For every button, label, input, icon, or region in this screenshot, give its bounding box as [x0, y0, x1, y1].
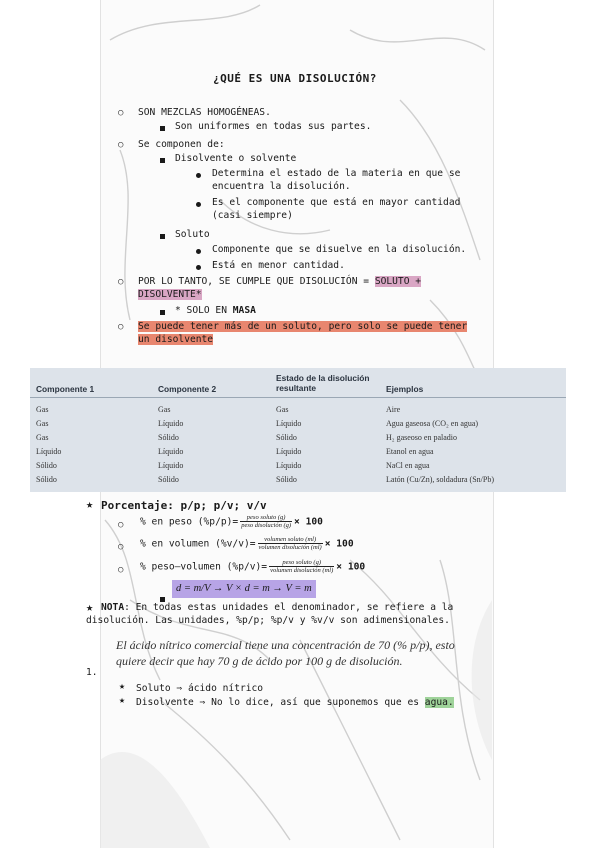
outline-item-uniform: Son uniformes en todas sus partes.: [175, 121, 372, 132]
table-cell: NaCl en agua: [386, 461, 430, 470]
example-line2: quiere decir que hay 70 g de ácido por 100 g de disolución.: [116, 654, 403, 668]
bullet-square: [160, 155, 165, 167]
bullet-square: [160, 231, 165, 243]
solvent-major-line2: (casi siempre): [212, 210, 293, 221]
outline-item-therefore-line2: [138, 289, 202, 301]
star-bullet: ★: [119, 681, 126, 692]
table-cell: Sólido: [276, 433, 297, 442]
solvent-def-line2: encuentra la disolución.: [212, 181, 351, 192]
table-cell: Agua gaseosa (CO₂ en agua): [386, 419, 479, 428]
solutions-table: [30, 368, 566, 492]
table-cell: Líquido: [276, 419, 302, 428]
table-cell: Latón (Cu/Zn), soldadura (Sn/Pb): [386, 475, 494, 484]
table-cell: Líquido: [36, 447, 62, 456]
formula-vv: % en volumen (%v/v)= $\frac{\text{volumen soluto (ml)}}{\text{volumen disolución (ml)}}$ × 100: [140, 536, 354, 551]
table-cell: Líquido: [158, 447, 184, 456]
outline-item-multi-solute: Se puede tener más de un soluto, pero solo se puede tener: [138, 321, 468, 332]
table-divider: [30, 397, 566, 398]
outline-item-homogeneous: SON MEZCLAS HOMOGÉNEAS.: [138, 107, 271, 118]
table-cell: Gas: [36, 419, 49, 428]
table-cell: Líquido: [276, 447, 302, 456]
bullet-hollow: ○: [118, 322, 124, 332]
outline-item-solvent: Disolvente o solvente: [175, 153, 297, 164]
table-cell: Gas: [158, 405, 171, 414]
table-cell: Sólido: [276, 475, 297, 484]
table-header: Componente 2: [158, 384, 217, 394]
bullet-dot: [196, 199, 201, 211]
outline-item-solute: Soluto: [175, 229, 210, 240]
bullet-dot: [196, 170, 201, 182]
solvent-def-line1: Determina el estado de la materia en que se: [212, 168, 461, 179]
bullet-hollow: ○: [118, 277, 124, 287]
example-solvent: Disolvente ⇒ No lo dice, así que suponemos que es agua.: [136, 697, 454, 708]
example-line1: El ácido nítrico comercial tiene una concentración de 70 (% p/p), esto: [116, 638, 455, 652]
table-cell: Sólido: [36, 475, 57, 484]
bullet-hollow: ○: [118, 542, 124, 552]
nota-line1: NOTA: En todas estas unidades el denominador, se refiere a la: [101, 602, 454, 613]
nota-line2: disolución. Las unidades, %p/p; %p/v y %v/v son adimensionales.: [86, 615, 450, 626]
solute-minor: Está en menor cantidad.: [212, 260, 345, 271]
percent-heading: Porcentaje: p/p; p/v; v/v: [101, 499, 267, 512]
table-cell: Aire: [386, 405, 401, 414]
highlight-solute-plus: SOLUTO +: [374, 276, 422, 287]
table-cell: Gas: [276, 405, 289, 414]
star-bullet: ★: [119, 695, 126, 706]
table-header: Ejemplos: [386, 384, 424, 394]
highlight-solvent: DISOLVENTE*: [138, 289, 202, 300]
example-number: 1.: [86, 667, 98, 678]
highlight-water: agua.: [424, 697, 454, 708]
outline-item-multi-solute-line2: un disolvente: [138, 334, 214, 345]
table-cell: Líquido: [158, 461, 184, 470]
outline-item-therefore: POR LO TANTO, SE CUMPLE QUE DISOLUCIÓN = SOLUTO +: [138, 276, 422, 287]
bullet-square: [160, 123, 165, 135]
solvent-major-line1: Es el componente que está en mayor cantidad: [212, 197, 461, 208]
bullet-square: [160, 307, 165, 319]
bullet-dot: [196, 246, 201, 258]
page-title: ¿QUÉ ES UNA DISOLUCIÓN?: [213, 72, 377, 85]
table-cell: Sólido: [158, 433, 179, 442]
formula-pv: % peso–volumen (%p/v)= $\frac{\text{peso soluto (g)}}{\text{volumen disolución (ml)}}$ × 100: [140, 559, 366, 574]
table-cell: Sólido: [36, 461, 57, 470]
table-header: Componente 1: [36, 384, 95, 394]
outline-item-components: Se componen de:: [138, 139, 225, 150]
star-bullet: ★: [86, 600, 94, 614]
table-cell: Líquido: [276, 461, 302, 470]
bullet-dot: [196, 262, 201, 274]
solute-def: Componente que se disuelve en la disolución.: [212, 244, 467, 255]
outline-item-mass-only: * SOLO EN MASA: [175, 305, 256, 316]
formula-pp: % en peso (%p/p)= $\frac{\text{peso soluto (g)}}{\text{peso disolución (g)}}$ × 100: [140, 514, 323, 529]
table-cell: Sólido: [158, 475, 179, 484]
bullet-hollow: ○: [118, 108, 124, 118]
table-cell: Etanol en agua: [386, 447, 434, 456]
table-cell: Gas: [36, 405, 49, 414]
density-formula: d = m/V → V × d = m → V = m: [172, 580, 316, 598]
table-cell: Gas: [36, 433, 49, 442]
star-bullet: ★: [86, 497, 94, 511]
bullet-hollow: ○: [118, 140, 124, 150]
bullet-hollow: ○: [118, 520, 124, 530]
table-cell: H₂ gaseoso en paladio: [386, 433, 457, 442]
bullet-hollow: ○: [118, 565, 124, 575]
table-cell: Líquido: [158, 419, 184, 428]
table-header: Estado de la disolución resultante: [276, 373, 370, 393]
example-solute: Soluto ⇒ ácido nítrico: [136, 683, 264, 694]
